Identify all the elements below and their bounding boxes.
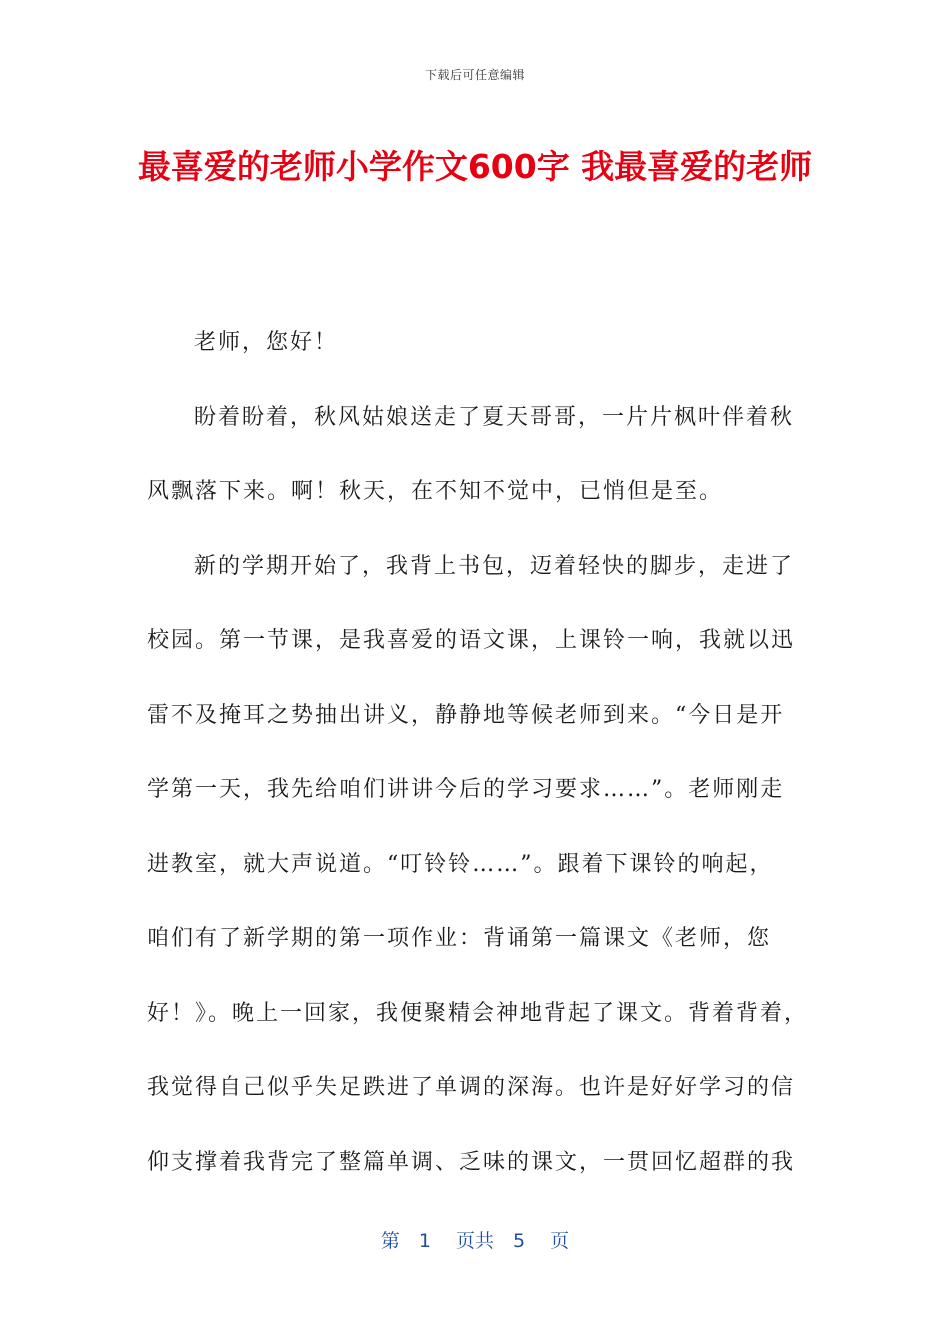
paragraph-line: 新的学期开始了，我背上书包，迈着轻快的脚步，走进了 — [194, 553, 795, 579]
paragraph-line: 老师，您好！ — [194, 330, 339, 355]
document-title: 最喜爱的老师小学作文600字 我最喜爱的老师 — [137, 147, 813, 186]
page-number-footer: 第 1 页共 5 页 — [380, 1230, 570, 1252]
paragraph-line: 进教室，就大声说道。“叮铃铃……”。跟着下课铃的响起， — [147, 851, 774, 877]
paragraph-line: 我觉得自己似乎失足跌进了单调的深海。也许是好好学习的信 — [147, 1075, 796, 1100]
paragraph-line: 校园。第一节课，是我喜爱的语文课，上课铃一响，我就以迅 — [147, 628, 796, 653]
paragraph-line: 风飘落下来。啊！秋天，在不知不觉中，已悄但是至。 — [147, 479, 724, 504]
paragraph-line: 盼着盼着，秋风姑娘送走了夏天哥哥，一片片枫叶伴着秋 — [194, 404, 795, 430]
document-body — [147, 318, 807, 1212]
header-note: 下载后可任意编辑 — [424, 68, 525, 82]
paragraph-line: 咱们有了新学期的第一项作业：背诵第一篇课文《老师，您 — [147, 926, 772, 951]
paragraph-line: 仰支撑着我背完了整篇单调、乏味的课文，一贯回忆超群的我 — [147, 1149, 796, 1175]
paragraph-line: 雷不及掩耳之势抽出讲义，静静地等候老师到来。“今日是开 — [147, 702, 785, 728]
paragraph-line: 好！》。晚上一回家，我便聚精会神地背起了课文。背着背着， — [147, 1000, 809, 1026]
paragraph-line: 学第一天，我先给咱们讲讲今后的学习要求……”。老师刚走 — [147, 777, 785, 802]
